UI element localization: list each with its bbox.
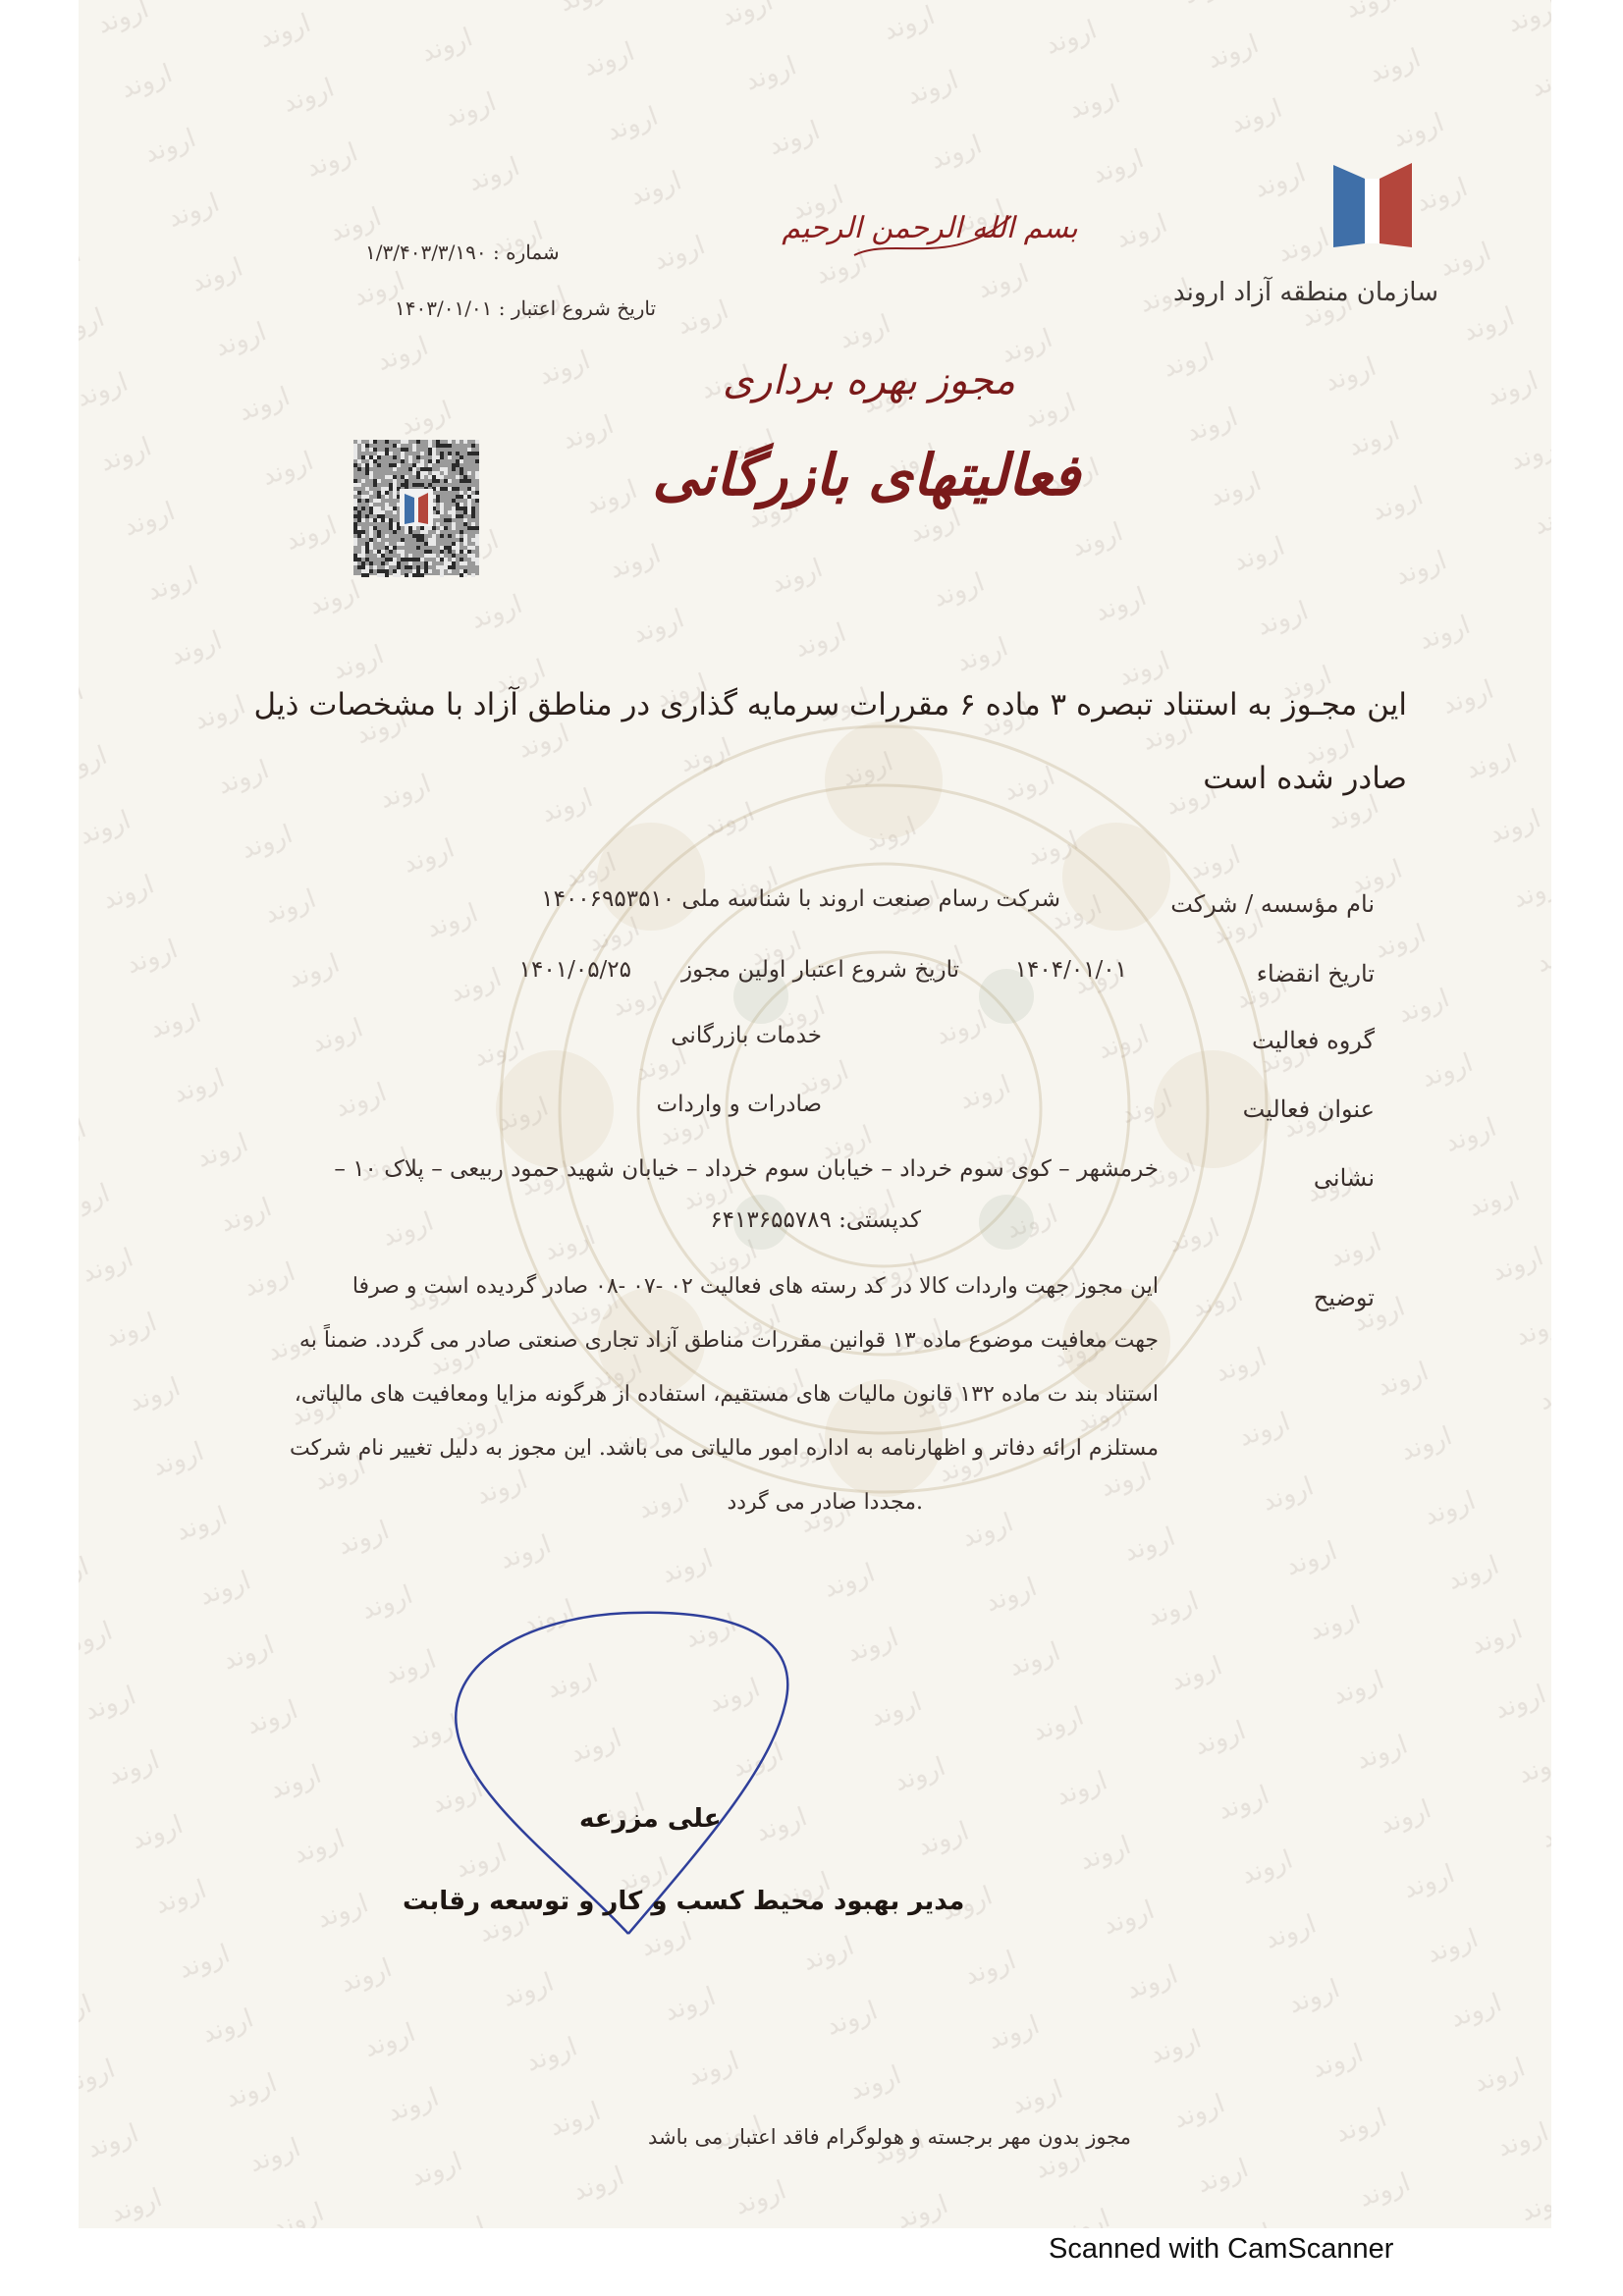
activity-value: صادرات و واردات [656, 1092, 822, 1117]
company-value: شرکت رسام صنعت اروند با شناسه ملی ۱۴۰۰۶۹۵۳۵۱۰ [541, 886, 1060, 912]
basmala-calligraphy [782, 177, 1078, 275]
start-label: تاریخ شروع اعتبار : [498, 296, 657, 320]
description-line: جهت معافیت موضوع ماده ۱۳ قوانین مقررات مناطق آزاد تجاری صنعتی صادر می گردد. ضمناً به [298, 1328, 1159, 1353]
expiry-label: تاریخ انقضاء [1256, 960, 1375, 988]
description-label: توضیح [1313, 1284, 1375, 1311]
validity-start [395, 296, 656, 320]
address-value: خرمشهر – کوی سوم خرداد – خیابان سوم خرداد – خیابان شهید حمود ربیعی – پلاک ۱۰ – [334, 1156, 1159, 1182]
start-value: ۱۴۰۳/۰۱/۰۱ [395, 296, 493, 320]
number-label: شماره : [493, 240, 560, 264]
license-document [79, 0, 1551, 2228]
signatory-title: مدیر بهبود محیط کسب و کار و توسعه رقابت [403, 1887, 965, 1916]
description-line: این مجوز جهت واردات کالا در کد رسته های فعالیت ۰۲ -۰۷ -۰۸ صادر گردیده است و صرفا [352, 1274, 1159, 1299]
postal-code: کدپستی: ۶۴۱۳۶۵۵۷۸۹ [710, 1207, 921, 1233]
first-start-label: تاریخ شروع اعتبار اولین مجوز [680, 957, 959, 983]
group-value: خدمات بازرگانی [671, 1023, 822, 1048]
description-line: .مجددا صادر می گردد [727, 1490, 923, 1515]
validity-note: مجوز بدون مهر برجسته و هولوگرام فاقد اعتبار می باشد [648, 2125, 1131, 2149]
activity-label: عنوان فعالیت [1242, 1095, 1375, 1123]
group-label: گروه فعالیت [1252, 1027, 1375, 1054]
arvand-logo-icon [1325, 157, 1419, 253]
security-code-image [353, 440, 479, 575]
signatory-name: علی مزرعه [579, 1804, 722, 1834]
title-line-2: فعالیتهای بازرگانی [652, 442, 1080, 508]
organization-name: سازمان منطقه آزاد اروند [1173, 278, 1438, 307]
address-label: نشانی [1313, 1164, 1375, 1192]
company-label: نام مؤسسه / شرکت [1170, 890, 1375, 918]
description-line: استناد بند ت ماده ۱۳۲ قانون مالیات های مستقیم، استفاده از هرگونه مزایا ومعافیت های مالیاتی، [294, 1382, 1159, 1407]
svg-text:بسم الله الرحمن الرحیم: بسم الله الرحمن الرحیم [782, 211, 1078, 245]
description-line: مستلزم ارائه دفاتر و اظهارنامه به اداره امور مالیاتی می باشد. این مجوز به دلیل تغییر نام شرکت [290, 1436, 1159, 1461]
number-value: ۱/۳/۴۰۳/۳/۱۹۰ [365, 240, 487, 264]
expiry-value: ۱۴۰۴/۰۱/۰۱ [1014, 957, 1127, 983]
document-number [365, 240, 560, 264]
scanner-watermark: Scanned with CamScanner [1049, 2233, 1394, 2265]
first-start-value: ۱۴۰۱/۰۵/۲۵ [518, 957, 631, 983]
title-line-1: مجوز بهره برداری [722, 358, 1015, 403]
intro-line-1: این مجـوز به استناد تبصره ۳ ماده ۶ مقررات سرمایه گذاری در مناطق آزاد با مشخصات ذیل [253, 687, 1407, 722]
intro-line-2: صادر شده است [1203, 761, 1407, 796]
